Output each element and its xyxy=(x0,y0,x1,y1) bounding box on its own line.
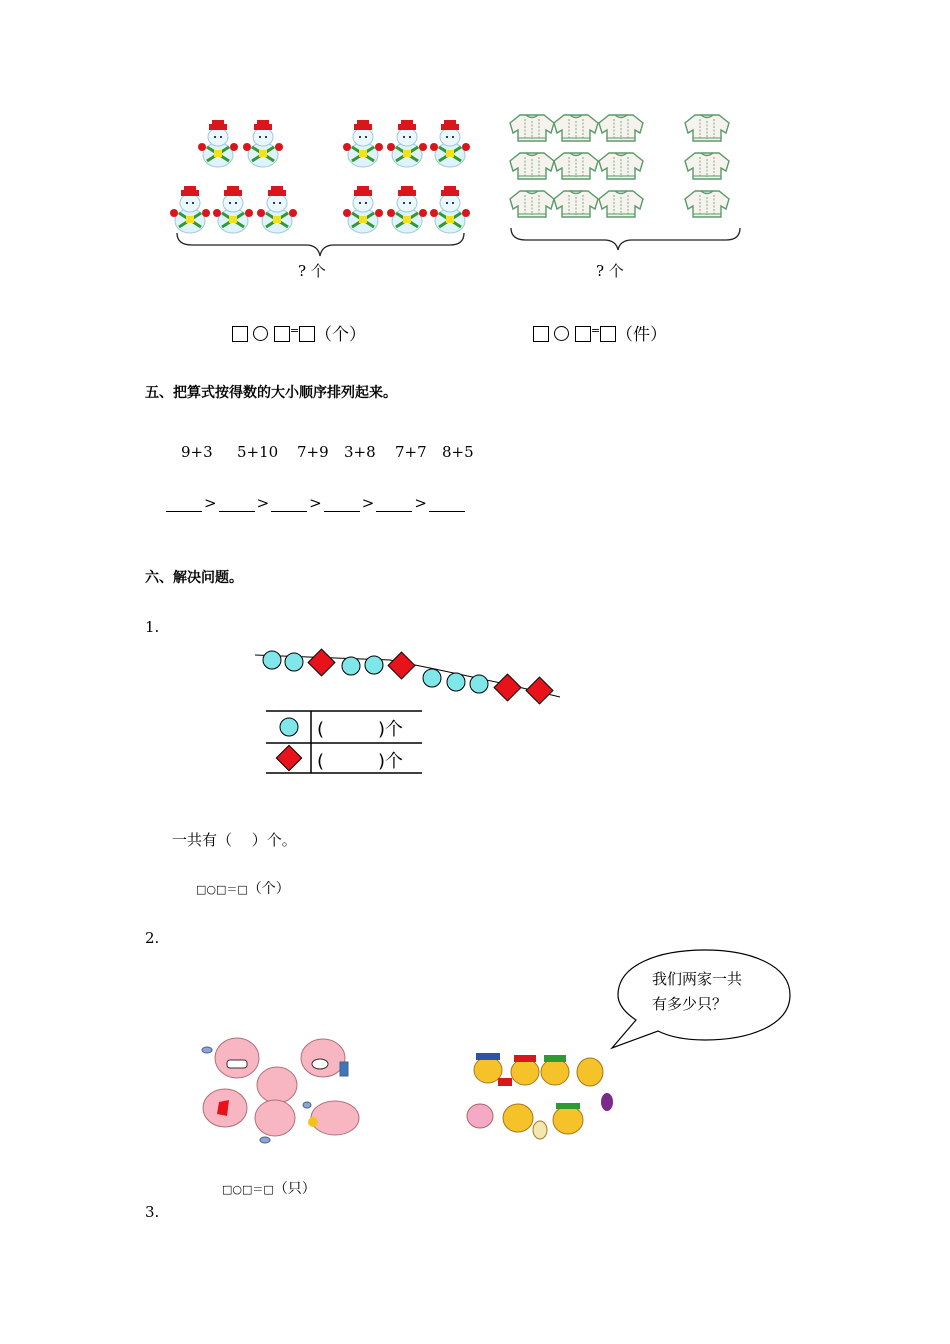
picture-groups xyxy=(0,0,950,300)
greater-than: > xyxy=(309,494,322,512)
right-question-label: ? 个 xyxy=(596,262,624,280)
snowman-icon xyxy=(387,186,427,233)
section6-heading: 六、解决问题。 xyxy=(145,570,243,586)
sweater-icon xyxy=(685,191,729,217)
answer-blank xyxy=(166,497,202,512)
snowman-icon xyxy=(343,120,383,167)
cat-icon xyxy=(503,1104,533,1132)
ordering-blanks[interactable] xyxy=(164,494,467,512)
bead-circle xyxy=(285,653,303,671)
cat-icon xyxy=(467,1104,493,1128)
bead-circle xyxy=(342,657,360,675)
blank-circle xyxy=(253,326,268,341)
snowman-icon xyxy=(170,186,210,233)
sweater-icon xyxy=(599,153,643,179)
greater-than: > xyxy=(414,494,427,512)
sweater-icon xyxy=(599,191,643,217)
equation-unit: （件） xyxy=(616,325,668,345)
snowman-icon xyxy=(243,120,283,167)
total-count-text: 一共有（ ）个。 xyxy=(172,831,297,849)
sweater-icon xyxy=(554,153,598,179)
answer-blank xyxy=(219,497,255,512)
sheep-icon xyxy=(257,1067,297,1103)
sheep-icon xyxy=(255,1100,295,1136)
sweater-icon xyxy=(510,115,554,141)
left-brace xyxy=(177,233,464,256)
sheep-group-figure xyxy=(195,1030,370,1150)
bead-circle xyxy=(470,675,488,693)
bead-string-figure xyxy=(250,640,570,790)
snowman-icon xyxy=(430,120,470,167)
greater-than: > xyxy=(204,494,217,512)
speech-line-2: 有多少只？ xyxy=(652,995,728,1013)
sweater-icon xyxy=(599,115,643,141)
diamond-count-blank[interactable]: ( )个 xyxy=(317,751,404,772)
bead-circle xyxy=(447,673,465,691)
bead-diamond xyxy=(308,649,335,676)
expression: 7+9 xyxy=(297,443,329,461)
sweater-icon xyxy=(554,115,598,141)
equation-unit: （个） xyxy=(315,325,367,345)
sweater-icon xyxy=(685,153,729,179)
question-number: 3. xyxy=(145,1203,160,1221)
table-circle-icon xyxy=(280,718,298,736)
blank-box xyxy=(600,326,616,342)
snowman-icon xyxy=(387,120,427,167)
expression: 9+3 xyxy=(181,443,213,461)
snowman-icon xyxy=(430,186,470,233)
cat-icon xyxy=(511,1059,539,1085)
sheep-icon xyxy=(301,1039,345,1077)
q1-equation: □○□＝□（个） xyxy=(196,881,290,897)
equation-unit: （个） xyxy=(247,881,290,897)
expression: 3+8 xyxy=(344,443,376,461)
speech-line-1: 我们两家一共 xyxy=(652,970,743,988)
section5-heading: 五、把算式按得数的大小顺序排列起来。 xyxy=(145,385,397,401)
q2-equation: □○□＝□（只） xyxy=(222,1181,316,1197)
blank-box xyxy=(232,326,248,342)
question-number: 2. xyxy=(145,929,160,947)
bead-diamond xyxy=(388,652,415,679)
table-diamond-icon xyxy=(276,745,301,770)
sweater-icon xyxy=(685,115,729,141)
right-brace xyxy=(511,228,740,250)
blank-box xyxy=(274,326,290,342)
answer-blank xyxy=(271,497,307,512)
snowman-icon xyxy=(213,186,253,233)
snowman-icon xyxy=(198,120,238,167)
sweater-icon xyxy=(510,153,554,179)
bead-diamond xyxy=(494,674,521,701)
sheep-icon xyxy=(311,1101,359,1135)
blank-box xyxy=(533,326,549,342)
answer-blank xyxy=(429,497,465,512)
snowman-icon xyxy=(343,186,383,233)
answer-blank xyxy=(376,497,412,512)
bead-circle xyxy=(423,669,441,687)
bead-diamond xyxy=(526,677,553,704)
cat-icon xyxy=(474,1057,502,1083)
expression: 8+5 xyxy=(442,443,474,461)
greater-than: > xyxy=(361,494,375,512)
question-number: 1. xyxy=(145,618,160,636)
left-question-label: ? 个 xyxy=(298,262,326,280)
equation-unit: （只） xyxy=(273,1181,316,1197)
answer-blank xyxy=(324,497,360,512)
sweater-icon xyxy=(554,191,598,217)
cat-icon xyxy=(577,1058,603,1086)
cat-icon xyxy=(541,1059,569,1085)
expression: 7+7 xyxy=(395,443,427,461)
expression: 5+10 xyxy=(237,443,279,461)
cat-group-figure xyxy=(460,1050,615,1145)
bead-circle xyxy=(365,656,383,674)
sweater-icon xyxy=(510,191,554,217)
greater-than: > xyxy=(256,494,270,512)
cat-icon xyxy=(553,1106,583,1134)
blank-box xyxy=(299,326,315,342)
circle-count-blank[interactable]: ( )个 xyxy=(317,719,404,740)
blank-circle xyxy=(554,326,569,341)
bead-circle xyxy=(263,651,281,669)
sheep-icon xyxy=(215,1038,259,1078)
snowman-icon xyxy=(257,186,297,233)
left-equation: = （个） xyxy=(232,320,366,345)
right-equation: = （件） xyxy=(533,320,667,345)
blank-box xyxy=(575,326,591,342)
